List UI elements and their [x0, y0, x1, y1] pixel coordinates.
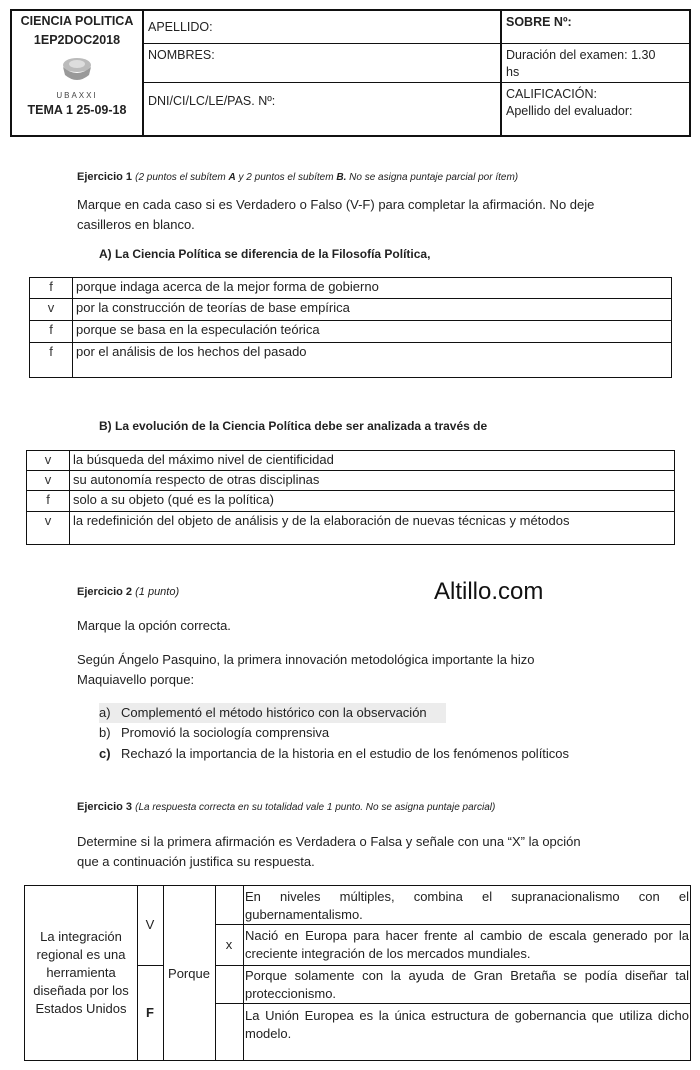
option-line: En niveles múltiples, combina el supranacionalismo con el [245, 889, 689, 904]
watermark: Altillo.com [434, 578, 544, 605]
ej3-table [24, 885, 691, 1061]
statement-cell: por el análisis de los hechos del pasado [73, 343, 672, 378]
course-block [12, 11, 144, 135]
ej1-b-heading: B) La evolución de la Ciencia Política debe ser analizada a través de [99, 419, 488, 433]
sobre-field[interactable]: SOBRE Nº: [500, 11, 689, 44]
vf-mark-cell[interactable]: v [27, 471, 70, 491]
exam-header [10, 9, 691, 137]
ej1-note-pre: (2 puntos el subítem [135, 172, 229, 183]
duracion [500, 44, 689, 83]
ej1-note-b: B. [336, 172, 347, 183]
ej2-title-line [77, 582, 179, 602]
option-letter: c) [99, 746, 111, 761]
statement-line: La integración [40, 929, 122, 944]
dni-field[interactable]: DNI/CI/LC/LE/PAS. Nº: [148, 94, 276, 108]
ej1-note-mid: y 2 puntos el subítem [235, 172, 337, 183]
table-row [27, 451, 675, 471]
table-row [30, 278, 672, 299]
option-text: Promovió la sociología comprensiva [121, 725, 330, 740]
ej2-question-1: Según Ángelo Pasquino, la primera innovación metodológica importante la hizo [77, 652, 535, 667]
statement-cell: la redefinición del objeto de análisis y de la elaboración de nuevas técnicas y métodos [70, 512, 675, 545]
option-letter: b) [99, 725, 111, 740]
statement-line: Estados Unidos [35, 1001, 127, 1016]
ej1-title-line [77, 167, 518, 188]
v-option[interactable]: V [145, 917, 155, 932]
justification-option [245, 1007, 689, 1043]
ej3-note: (La respuesta correcta en su totalidad vale 1 punto. No se asigna puntaje parcial) [135, 802, 496, 813]
tema-date: TEMA 1 25-09-18 [27, 103, 127, 117]
option-line: creciente integración de los mercados mundiales. [245, 946, 531, 961]
ej1-note-post: No se asigna puntaje parcial por ítem) [346, 172, 519, 183]
table-row [27, 491, 675, 512]
table-row [30, 299, 672, 321]
ej2-title: Ejercicio 2 [77, 586, 133, 598]
option-c[interactable] [99, 744, 569, 764]
nombres-field[interactable]: NOMBRES: [142, 44, 500, 83]
evaluador-label: Apellido del evaluador: [506, 104, 633, 118]
apellido-field[interactable]: APELLIDO: [142, 11, 500, 44]
statement-cell: porque indaga acerca de la mejor forma de gobierno [73, 278, 672, 299]
ej1-title: Ejercicio 1 [77, 171, 133, 183]
table-row [30, 343, 672, 378]
option-line: gubernamentalismo. [245, 907, 363, 922]
f-option[interactable]: F [146, 1005, 154, 1020]
option-text: Complementó el método histórico con la observación [121, 705, 427, 720]
student-fields [142, 11, 502, 135]
exam-info [500, 11, 689, 135]
ej3-title: Ejercicio 3 [77, 801, 133, 813]
option-text: Rechazó la importancia de la historia en el estudio de los fenómenos políticos [121, 746, 570, 761]
ubaxxi-logo-icon [57, 55, 97, 87]
justification-option [245, 927, 689, 963]
option-line: La Unión Europea es la única estructura de gobernancia que utiliza dicho [245, 1008, 689, 1023]
option-line: proteccionismo. [245, 986, 337, 1001]
table-row [30, 321, 672, 343]
statement-line: regional es una [36, 947, 126, 962]
duracion-line-1: Duración del examen: 1.30 [506, 48, 656, 62]
statement-cell: solo a su objeto (qué es la política) [70, 491, 675, 512]
option-line: Porque solamente con la ayuda de Gran Bretaña se podía diseñar tal [245, 968, 689, 983]
vf-mark-cell[interactable]: f [30, 278, 73, 299]
option-line: Nació en Europa para hacer frente al cambio de escala generado por la [245, 928, 689, 943]
option-line: modelo. [245, 1026, 292, 1041]
logo-text: UBAXXI [56, 91, 98, 100]
vf-mark-cell[interactable]: f [30, 321, 73, 343]
calificacion-label: CALIFICACIÓN: [506, 87, 597, 101]
vf-mark-cell[interactable]: f [27, 491, 70, 512]
vf-mark-cell[interactable]: f [30, 343, 73, 378]
statement-cell: por la construcción de teorías de base empírica [73, 299, 672, 321]
ej2-question-2: Maquiavello porque: [77, 672, 195, 687]
ej3-instr-1: Determine si la primera afirmación es Verdadera o Falsa y señale con una “X” la opción [77, 834, 581, 849]
table-row [27, 471, 675, 491]
ej1-instr-2: casilleros en blanco. [77, 217, 195, 232]
ej1-b-table [26, 450, 675, 545]
ej3-title-line [77, 797, 495, 818]
statement-cell: la búsqueda del máximo nivel de cientificidad [70, 451, 675, 471]
calificacion [500, 83, 689, 135]
justification-option [245, 888, 689, 924]
course-code: 1EP2DOC2018 [33, 33, 121, 47]
table-row [27, 512, 675, 545]
option-a[interactable] [99, 703, 446, 723]
option-letter: a) [99, 705, 111, 720]
ej1-a-heading: A) La Ciencia Política se diferencia de la Filosofía Política, [99, 247, 431, 261]
ej3-instr-2: que a continuación justifica su respuesta. [77, 854, 315, 869]
statement-cell: su autonomía respecto de otras disciplinas [70, 471, 675, 491]
ej1-note-a: A [228, 172, 236, 183]
ej2-instr: Marque la opción correcta. [77, 618, 231, 633]
ej2-note: (1 punto) [135, 586, 180, 598]
vf-mark-cell[interactable]: v [27, 512, 70, 545]
statement-line: herramienta [46, 965, 116, 980]
justification-option [245, 967, 689, 1003]
ej1-instr-1: Marque en cada caso si es Verdadero o Falso (V-F) para completar la afirmación. No deje [77, 197, 595, 212]
ej1-a-table [29, 277, 672, 378]
vf-mark-cell[interactable]: v [27, 451, 70, 471]
statement-line: diseñada por los [33, 983, 129, 998]
course-name: CIENCIA POLITICA [20, 14, 134, 28]
statement-cell: porque se basa en la especulación teórica [73, 321, 672, 343]
porque-label: Porque [168, 966, 210, 981]
vf-mark-cell[interactable]: v [30, 299, 73, 321]
statement-cell [27, 928, 135, 1018]
duracion-line-2: hs [506, 65, 520, 79]
x-mark[interactable]: x [225, 937, 233, 952]
option-b[interactable] [99, 723, 329, 743]
